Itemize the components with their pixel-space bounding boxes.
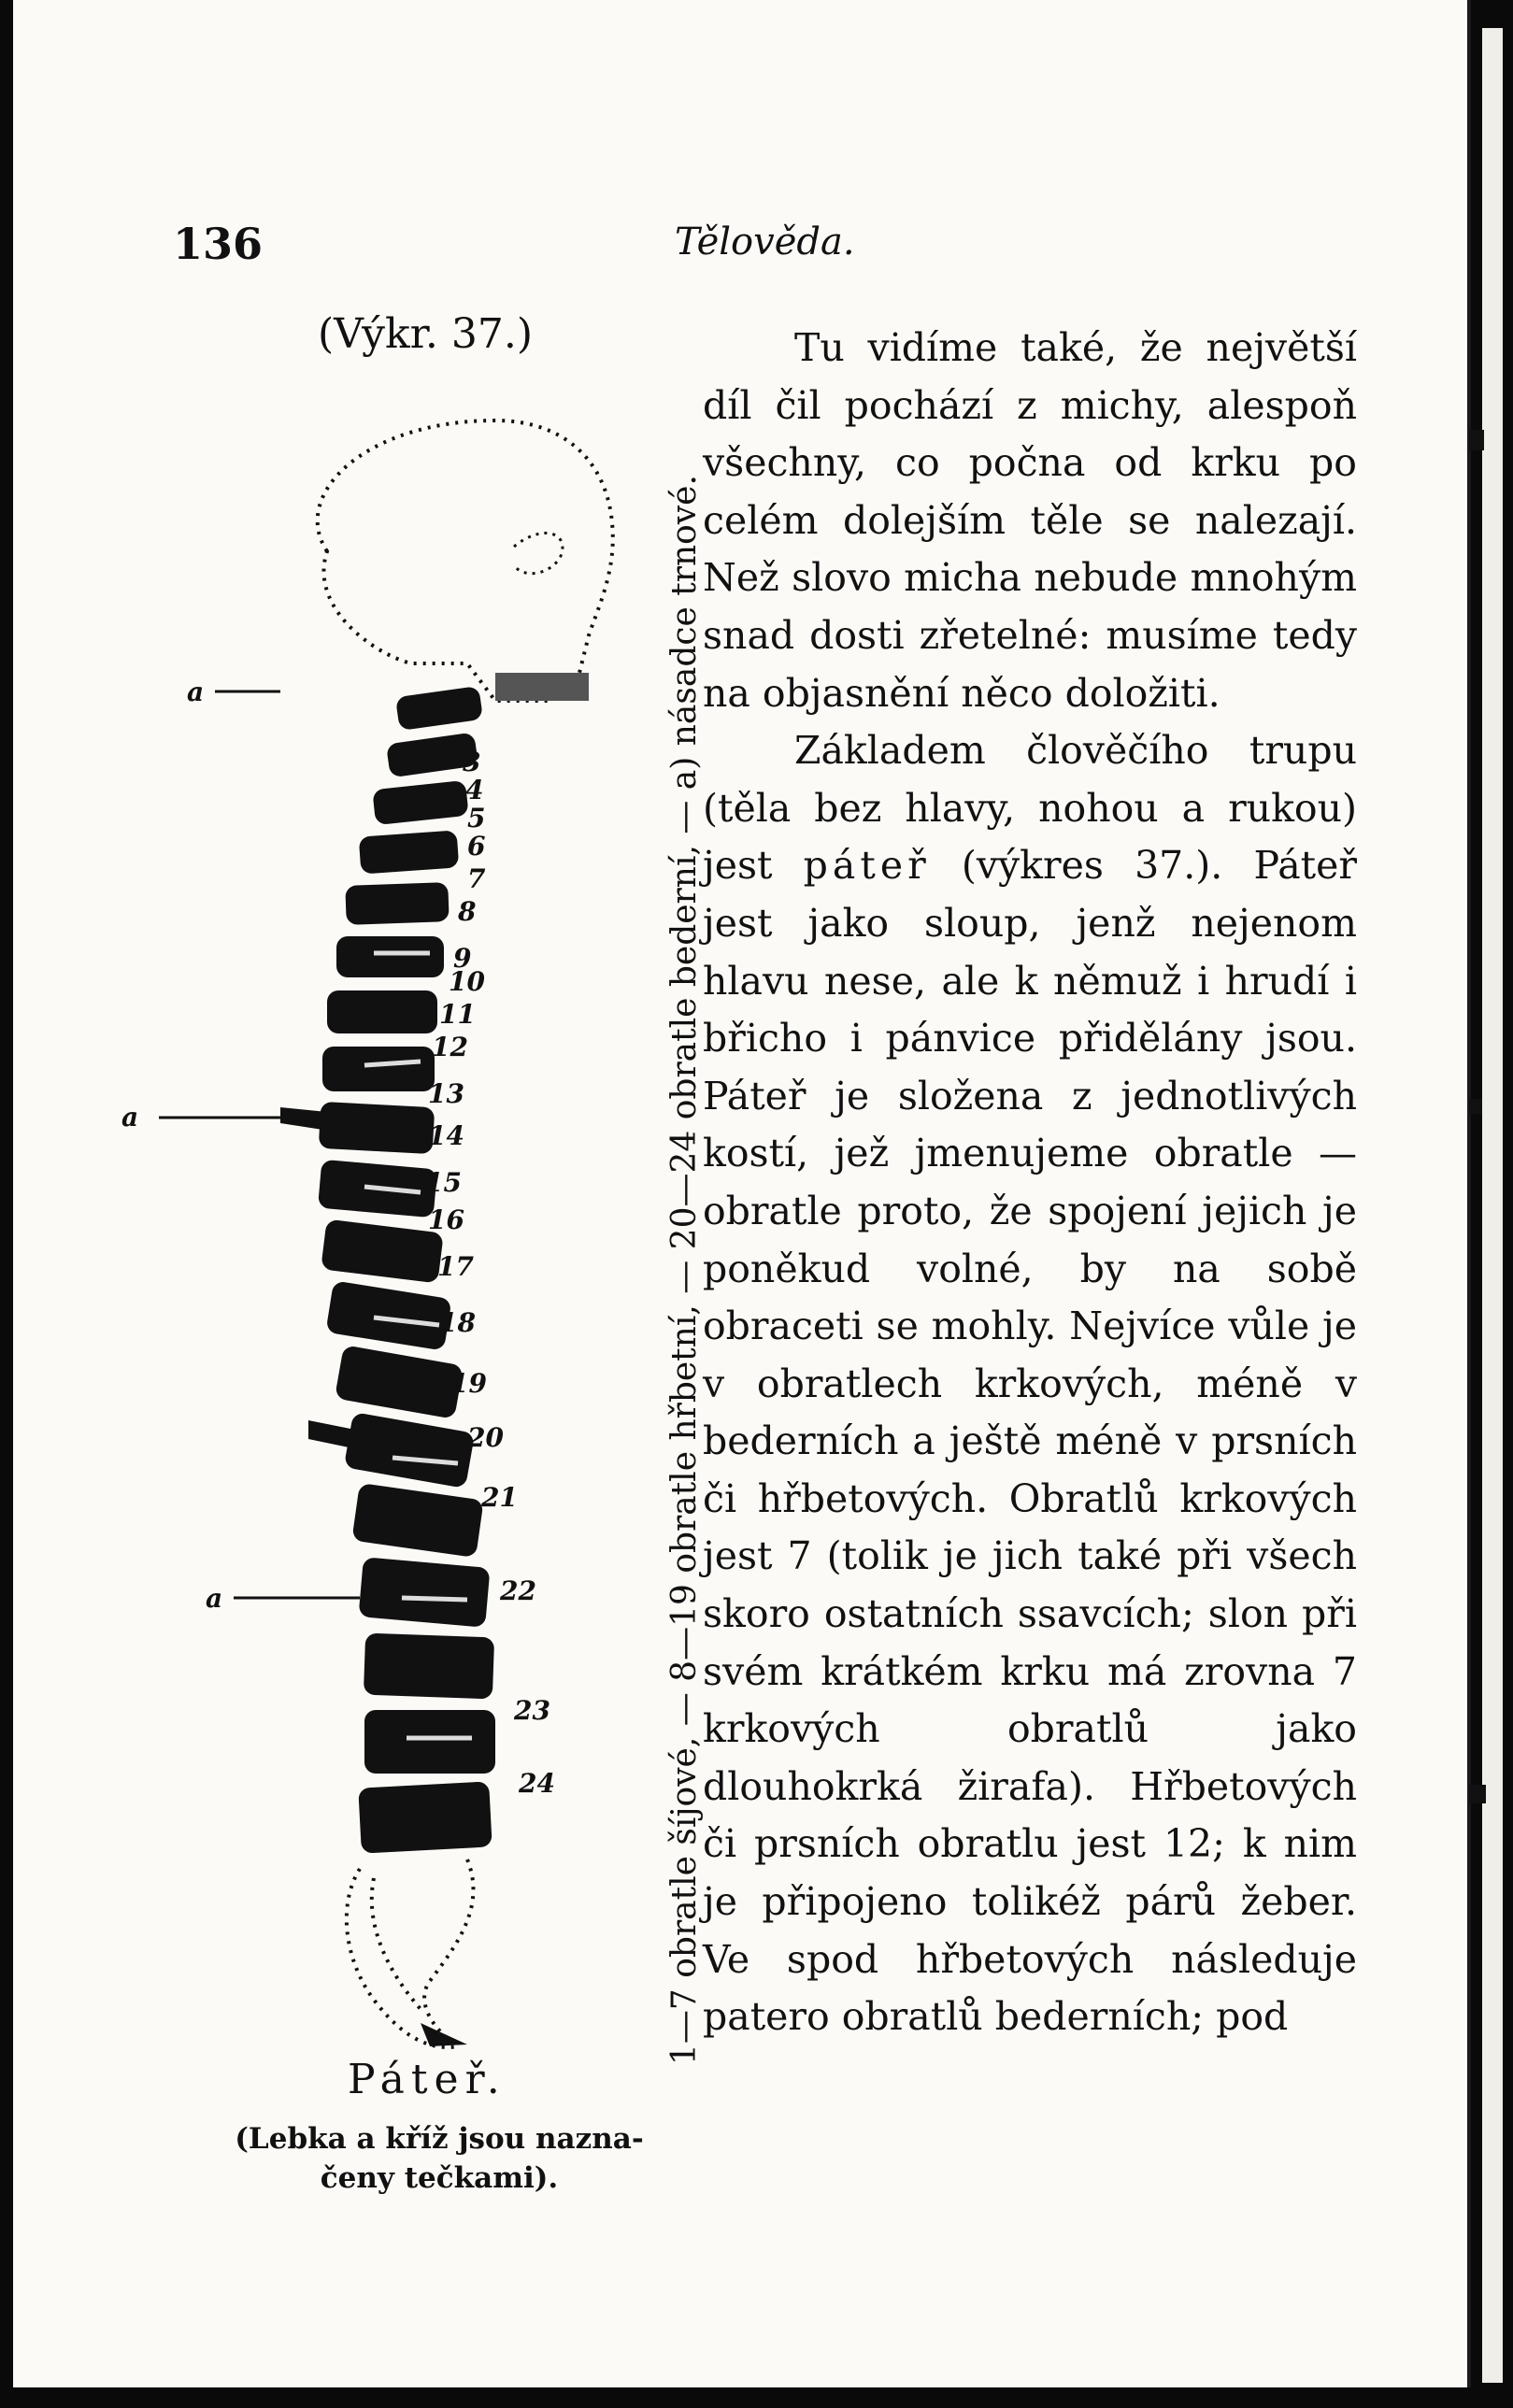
vertebra-label: 17 <box>437 1251 474 1282</box>
vertebra-label: 22 <box>500 1575 536 1606</box>
paragraph-text: Základem člověčího trupu (těla bez hlavy, nohou a rukou) jest <box>703 728 1357 889</box>
body-text <box>703 320 1357 2046</box>
vertebra-label: 13 <box>428 1078 464 1109</box>
scan-artifact <box>1469 1099 1482 1114</box>
page-number: 136 <box>173 219 264 269</box>
vertebra-label: 24 <box>519 1768 555 1799</box>
vertebra-label: 7 <box>467 863 486 894</box>
emphasized-term: páteř <box>803 843 931 889</box>
vertebra-label: 8 <box>458 896 477 927</box>
vertebra-label: 15 <box>425 1167 462 1198</box>
orbit-outline <box>514 534 563 574</box>
paragraph-text: (výkres 37.). Páteř jest jako sloup, jenž nejenom hlavu nese, ale k němuž i hrudí i břicho i pánvice přidělány jsou. Páteř je složena z jednotlivých kostí, jež jmenujeme obratle — obratle proto, že spojení jejich je poněkud volné, by na sobě obraceti se mohly. Nejvíce vůle je v obratlech krkových, méně v bederních a ještě méně v prsních či hřbetových. Obratlů krkových jest 7 (tolik je jich také při všech skoro ostatních ssavcích; slon při svém krátkém krku má zrovna 7 krkových obratlů jako dlouhokrká žirafa). Hřbetových či prsních obratlu jest 12; k nim je připojeno tolikéž párů žeber. Ve spod hřbetových následuje patero obratlů bederních; pod <box>703 843 1357 2040</box>
next-page-edge <box>1482 28 1503 2383</box>
vertebra-label: 12 <box>432 1032 468 1062</box>
skull-outline <box>318 420 613 701</box>
page-edge-rule <box>1467 0 1471 2387</box>
vertebra-label: 20 <box>467 1422 504 1453</box>
process-label: a <box>121 1102 139 1133</box>
vertebra-label: 6 <box>467 831 486 862</box>
figure-side-caption: 1—7 obratle šíjové, — 8—19 obratle hřbetní, — 20—24 obratle bederní, — a) násadce trnové. <box>665 475 704 2065</box>
figure-title: Páteř. <box>348 2056 507 2103</box>
figure-note-line: (Lebka a kříž jsou nazna- <box>235 2122 644 2156</box>
scan-artifact <box>1469 1785 1486 1803</box>
teeth <box>495 673 589 701</box>
vertebra-label: 14 <box>428 1120 464 1151</box>
vertebra-label: 11 <box>439 999 476 1030</box>
spine-illustration <box>121 392 673 2046</box>
paragraph: Tu vidíme také, že největší díl čil pochází z michy, alespoň všechny, co počna od krku po celém dolejším těle se nalezají. Než slovo micha nebude mnohým snad dosti zřetelné: musíme tedy na objasnění něco doložiti. <box>703 325 1357 716</box>
coccyx-tip <box>421 2023 467 2046</box>
figure-note-line: čeny tečkami). <box>320 2161 559 2195</box>
vertebra-label: 10 <box>449 966 485 997</box>
vertebra-label: 4 <box>465 775 484 805</box>
vertebra-label: 9 <box>453 943 472 974</box>
vertebra-label: 5 <box>467 803 486 834</box>
vertebra-label: 21 <box>481 1482 518 1513</box>
process-label: a <box>187 677 205 707</box>
process-label: a <box>206 1583 223 1614</box>
vertebra-label: 16 <box>428 1204 464 1235</box>
vertebra-label: 19 <box>450 1368 487 1399</box>
figure-note <box>196 2119 682 2198</box>
paragraph <box>703 722 1357 2046</box>
vertebra-label: 3 <box>463 747 481 777</box>
scan-artifact <box>1469 430 1484 450</box>
running-head: Tělověda. <box>675 221 855 264</box>
vertebra-label: 18 <box>439 1307 476 1338</box>
sacrum-outline <box>347 1859 474 2047</box>
vertebra-label: 23 <box>514 1695 550 1726</box>
figure-number: (Výkr. 37.) <box>318 310 533 358</box>
